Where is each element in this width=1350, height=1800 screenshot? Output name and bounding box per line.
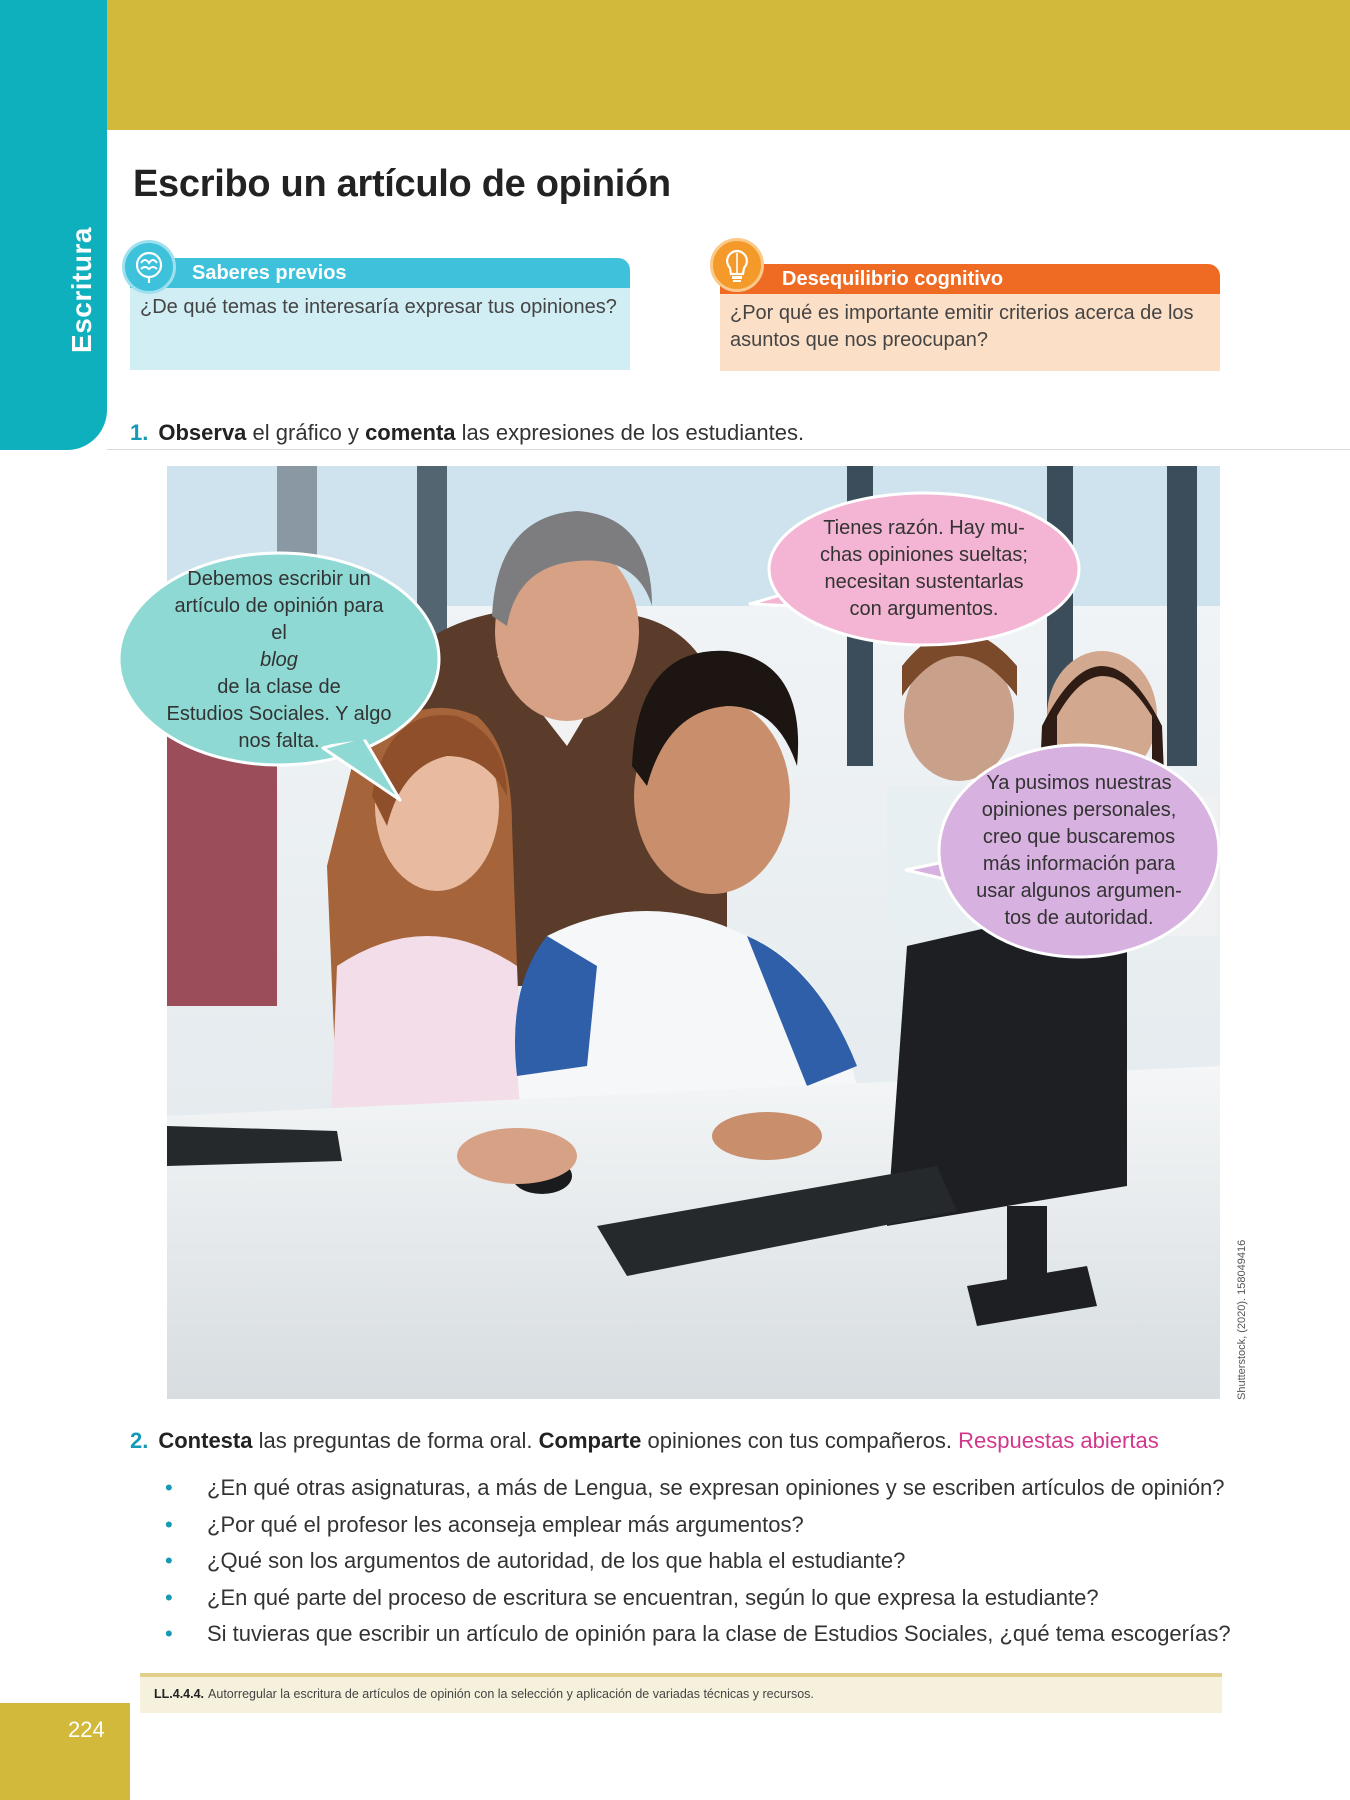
saberes-previos-question: ¿De qué temas te interesaría expresar tus opiniones? [130,288,630,370]
question-list [165,1470,1231,1653]
desequilibrio-question: ¿Por qué es importante emitir criterios acerca de los asuntos que nos preocupan? [720,294,1220,371]
activity-2-instruction: 2. Contesta las preguntas de forma oral. Comparte opiniones con tus compañeros. Respuestas abiertas [130,1428,1159,1453]
desequilibrio-heading: Desequilibrio cognitivo [720,264,1220,294]
answer-note: Respuestas abiertas [958,1428,1159,1453]
saberes-previos-box [130,258,630,370]
page-title: Escribo un artículo de opinión [133,163,671,205]
list-item: • ¿En qué otras asignaturas, a más de Lengua, se expresan opiniones y se escriben artículos de opinión? [165,1470,1231,1507]
lightbulb-icon [710,238,764,292]
curriculum-text: Autorregular la escritura de artículos de opinión con la selección y aplicación de variadas técnicas y recursos. [208,1687,814,1701]
brain-icon [122,240,176,294]
page-number: 224 [0,1703,130,1800]
list-item: • ¿Qué son los argumentos de autoridad, de los que habla el estudiante? [165,1543,1231,1580]
curriculum-code: LL.4.4.4. [154,1687,205,1701]
section-side-tab [0,0,107,450]
speech-bubble-boy: Ya pusimos nuestras opiniones personales, creo que buscaremos más información para usar algunos argumen- tos de autoridad. [938,744,1220,958]
list-item: • ¿En qué parte del proceso de escritura se encuentran, según lo que expresa la estudiante? [165,1580,1231,1617]
list-item: • ¿Por qué el profesor les aconseja emplear más argumentos? [165,1507,1231,1544]
curriculum-note [140,1673,1222,1713]
desequilibrio-cognitivo-box [720,264,1220,371]
saberes-previos-heading: Saberes previos [130,258,630,288]
section-tab-label: Escritura [66,227,97,353]
top-color-band [107,0,1350,130]
speech-bubble-teacher: Tienes razón. Hay mu- chas opiniones sueltas; necesitan sustentarlas con argumentos. [768,492,1080,646]
photo-credit: Shutterstock, (2020). 158049416 [1236,1239,1248,1400]
header-divider [107,449,1350,450]
activity-1-instruction: 1. Observa el gráfico y comenta las expresiones de los estudiantes. [130,420,805,445]
list-item: • Si tuvieras que escribir un artículo de opinión para la clase de Estudios Sociales, ¿qué tema escogerías? [165,1616,1231,1653]
speech-bubble-girl: Debemos escribir un artículo de opinión para el blog de la clase de Estudios Sociales. Y algo nos falta. [118,552,440,766]
